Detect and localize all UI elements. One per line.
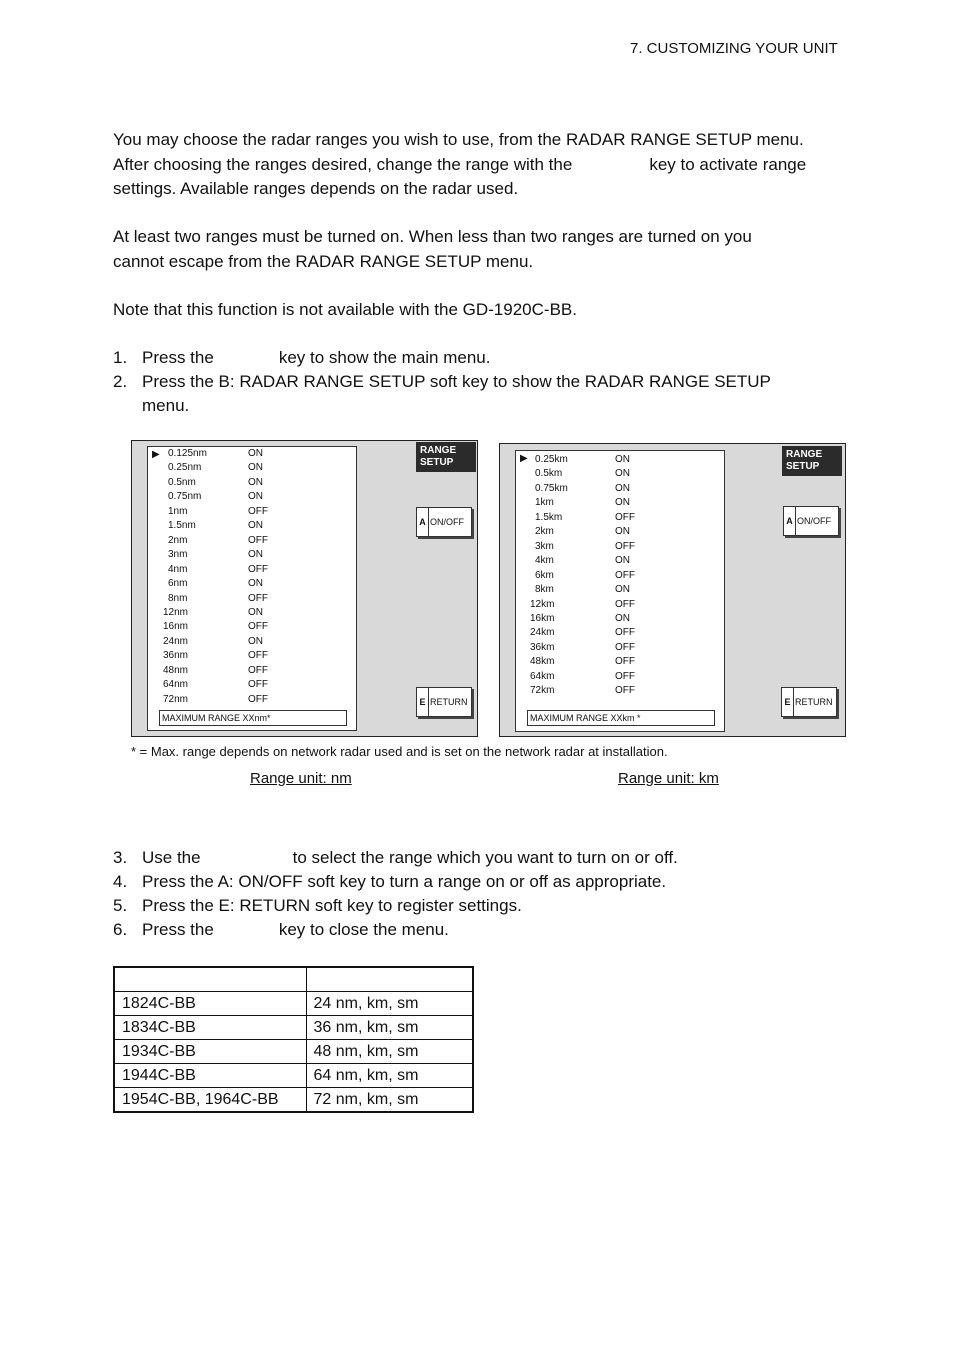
range-state: ON [248, 491, 263, 503]
cursor-pointer-icon: ▶ [152, 449, 160, 460]
range-value: 6km [535, 569, 554, 581]
soft-key-label: ON/OFF [430, 517, 464, 527]
table-cell: 1834C-BB [114, 1016, 306, 1040]
page-header: 7. CUSTOMIZING YOUR UNIT [630, 40, 838, 57]
table-row [114, 1040, 473, 1064]
intro-line [113, 153, 883, 178]
max-range-field: MAXIMUM RANGE XXnm* [159, 710, 347, 726]
table-row [114, 1016, 473, 1040]
intro-line: cannot escape from the RADAR RANGE SETUP menu. [113, 251, 534, 271]
range-state: OFF [615, 656, 635, 668]
range-state: OFF [615, 540, 635, 552]
soft-key-letter: E [782, 688, 794, 716]
range-value: 16km [530, 612, 555, 624]
range-state: ON [615, 468, 630, 480]
range-value: 36nm [163, 650, 189, 662]
range-state: OFF [615, 670, 635, 682]
range-value: 36km [530, 641, 555, 653]
table-cell: 72 nm, km, sm [306, 1088, 473, 1113]
radar-range-setup-screen-nm [131, 440, 478, 737]
range-state: OFF [248, 621, 268, 633]
range-value: 24km [530, 627, 555, 639]
step-text-part: to select the range which you want to turn on or off. [292, 848, 678, 867]
step-number: 2. [113, 372, 128, 391]
range-value: 0.5km [535, 468, 563, 480]
intro-line: You may choose the radar ranges you wish to use, from the RADAR RANGE SETUP menu. [113, 130, 804, 149]
table-header-cell [114, 967, 306, 992]
range-list-km [515, 450, 725, 732]
range-value: 48nm [163, 664, 189, 676]
range-state: ON [248, 476, 263, 488]
range-value: 16nm [163, 621, 189, 633]
range-state: OFF [248, 563, 268, 575]
range-state: ON [615, 454, 630, 465]
range-value: 3km [535, 540, 554, 552]
menu-title [782, 446, 842, 476]
range-state: ON [248, 462, 263, 474]
range-state: OFF [248, 592, 268, 604]
range-state: ON [615, 526, 630, 538]
table-header-cell [306, 967, 473, 992]
range-state: ON [248, 549, 263, 561]
soft-key-label: ON/OFF [797, 516, 831, 526]
range-state: OFF [615, 598, 635, 610]
return-soft-key[interactable] [781, 687, 837, 717]
step-2 [113, 370, 883, 418]
intro-paragraph-1 [113, 128, 883, 202]
range-value: 2nm [168, 534, 188, 546]
range-value: 72nm [163, 693, 189, 705]
table-row [114, 1088, 473, 1113]
table-cell: 36 nm, km, sm [306, 1016, 473, 1040]
table-header-row [114, 967, 473, 992]
range-value: 64km [530, 670, 555, 682]
range-value: 1nm [168, 505, 188, 517]
step-text-part: Use the [142, 848, 201, 867]
step-number: 5. [113, 896, 128, 915]
range-state: ON [248, 520, 263, 532]
intro-line: At least two ranges must be turned on. When less than two ranges are turned on you [113, 227, 752, 246]
range-value: 8km [535, 584, 554, 596]
soft-key-label: RETURN [795, 697, 833, 707]
intro-line: settings. Available ranges depends on the radar used. [113, 179, 519, 198]
range-state: ON [615, 482, 630, 494]
range-value: 0.5nm [168, 476, 196, 488]
step-1 [113, 346, 883, 370]
range-value: 1km [535, 497, 554, 509]
step-number: 4. [113, 872, 128, 891]
range-value: 8nm [168, 592, 188, 604]
range-state: OFF [248, 664, 268, 676]
range-value: 4nm [168, 563, 188, 575]
soft-key-letter: E [417, 688, 429, 716]
range-state: ON [248, 448, 263, 459]
range-value: 0.75nm [168, 491, 202, 503]
range-value: 2km [535, 526, 554, 538]
range-state: OFF [615, 511, 635, 523]
range-state: ON [248, 578, 263, 590]
step-text [142, 370, 872, 418]
footnote: * = Max. range depends on network radar used and is set on the network radar at installation. [131, 744, 668, 759]
range-state: ON [615, 612, 630, 624]
step-number: 3. [113, 848, 128, 867]
range-value: 0.125nm [168, 448, 207, 459]
range-state: ON [248, 606, 263, 618]
intro-paragraph-3 [113, 298, 883, 323]
range-value: 24nm [163, 635, 189, 647]
range-value: 1.5nm [168, 520, 196, 532]
max-range-field: MAXIMUM RANGE XXkm * [527, 710, 715, 726]
caption-nm: Range unit: nm [250, 770, 352, 787]
range-value: 6nm [168, 578, 188, 590]
max-range-table [113, 966, 474, 1113]
step-text-part: Press the B: RADAR RANGE SETUP soft key to show the RADAR RANGE SETUP [142, 372, 771, 391]
step-text [142, 346, 872, 370]
table-row [114, 1064, 473, 1088]
range-value: 64nm [163, 679, 189, 691]
caption-km: Range unit: km [618, 770, 719, 787]
range-state: OFF [248, 534, 268, 546]
step-text-part: key to show the main menu. [278, 348, 491, 367]
table-cell: 1944C-BB [114, 1064, 306, 1088]
table-cell: 24 nm, km, sm [306, 992, 473, 1016]
step-text-part: menu. [142, 396, 190, 415]
table-cell: 1954C-BB, 1964C-BB [114, 1088, 306, 1113]
soft-key-letter: A [784, 507, 796, 535]
range-state: OFF [615, 627, 635, 639]
range-state: OFF [615, 685, 635, 697]
step-text: Press the E: RETURN soft key to register settings. [142, 896, 522, 915]
radar-range-setup-screen-km [499, 443, 846, 737]
table-cell: 64 nm, km, sm [306, 1064, 473, 1088]
table-cell: 1934C-BB [114, 1040, 306, 1064]
range-state: OFF [248, 679, 268, 691]
range-value: 72km [530, 685, 555, 697]
table-cell: 48 nm, km, sm [306, 1040, 473, 1064]
range-value: 3nm [168, 549, 188, 561]
range-value: 48km [530, 656, 555, 668]
step-3 [113, 846, 883, 870]
step-text [142, 918, 872, 942]
step-5 [113, 894, 883, 918]
step-text-part: Press the [142, 348, 214, 367]
soft-key-label: RETURN [430, 697, 468, 707]
range-state: OFF [615, 569, 635, 581]
table-row [114, 992, 473, 1016]
range-state: OFF [248, 650, 268, 662]
step-number: 1. [113, 348, 128, 367]
range-value: 0.25nm [168, 462, 202, 474]
range-value: 0.25km [535, 454, 568, 465]
step-text [142, 846, 872, 870]
intro-paragraph-2 [113, 225, 883, 274]
step-text-part: key to close the menu. [278, 920, 449, 939]
intro-line-part: key to activate range [649, 154, 807, 174]
on-off-soft-key[interactable] [783, 506, 839, 536]
range-value: 0.75km [535, 482, 568, 494]
return-soft-key[interactable] [416, 687, 472, 717]
step-4 [113, 870, 883, 894]
range-state: ON [615, 497, 630, 509]
range-value: 1.5km [535, 511, 563, 523]
intro-line: Note that this function is not available with the GD-1920C-BB. [113, 300, 577, 319]
step-6 [113, 918, 883, 942]
on-off-soft-key[interactable] [416, 507, 472, 537]
range-value: 12nm [163, 606, 189, 618]
range-value: 12km [530, 598, 555, 610]
range-value: 4km [535, 555, 554, 567]
intro-line-part: After choosing the ranges desired, change the range with the [113, 154, 573, 174]
menu-title-line: SETUP [420, 457, 454, 468]
range-state: ON [615, 555, 630, 567]
range-state: ON [615, 584, 630, 596]
range-list-nm [147, 446, 357, 731]
soft-key-letter: A [417, 508, 429, 536]
menu-title-line: RANGE [786, 449, 823, 460]
range-state: OFF [248, 693, 268, 705]
menu-title-line: RANGE [420, 445, 457, 456]
step-number: 6. [113, 920, 128, 939]
range-state: ON [248, 635, 263, 647]
table-cell: 1824C-BB [114, 992, 306, 1016]
menu-title-line: SETUP [786, 461, 820, 472]
step-text: Press the A: ON/OFF soft key to turn a range on or off as appropriate. [142, 872, 667, 891]
table-body [114, 967, 473, 1112]
range-state: OFF [248, 505, 268, 517]
menu-title [416, 442, 476, 472]
range-state: OFF [615, 641, 635, 653]
cursor-pointer-icon: ▶ [520, 453, 528, 464]
step-text-part: Press the [142, 920, 214, 939]
